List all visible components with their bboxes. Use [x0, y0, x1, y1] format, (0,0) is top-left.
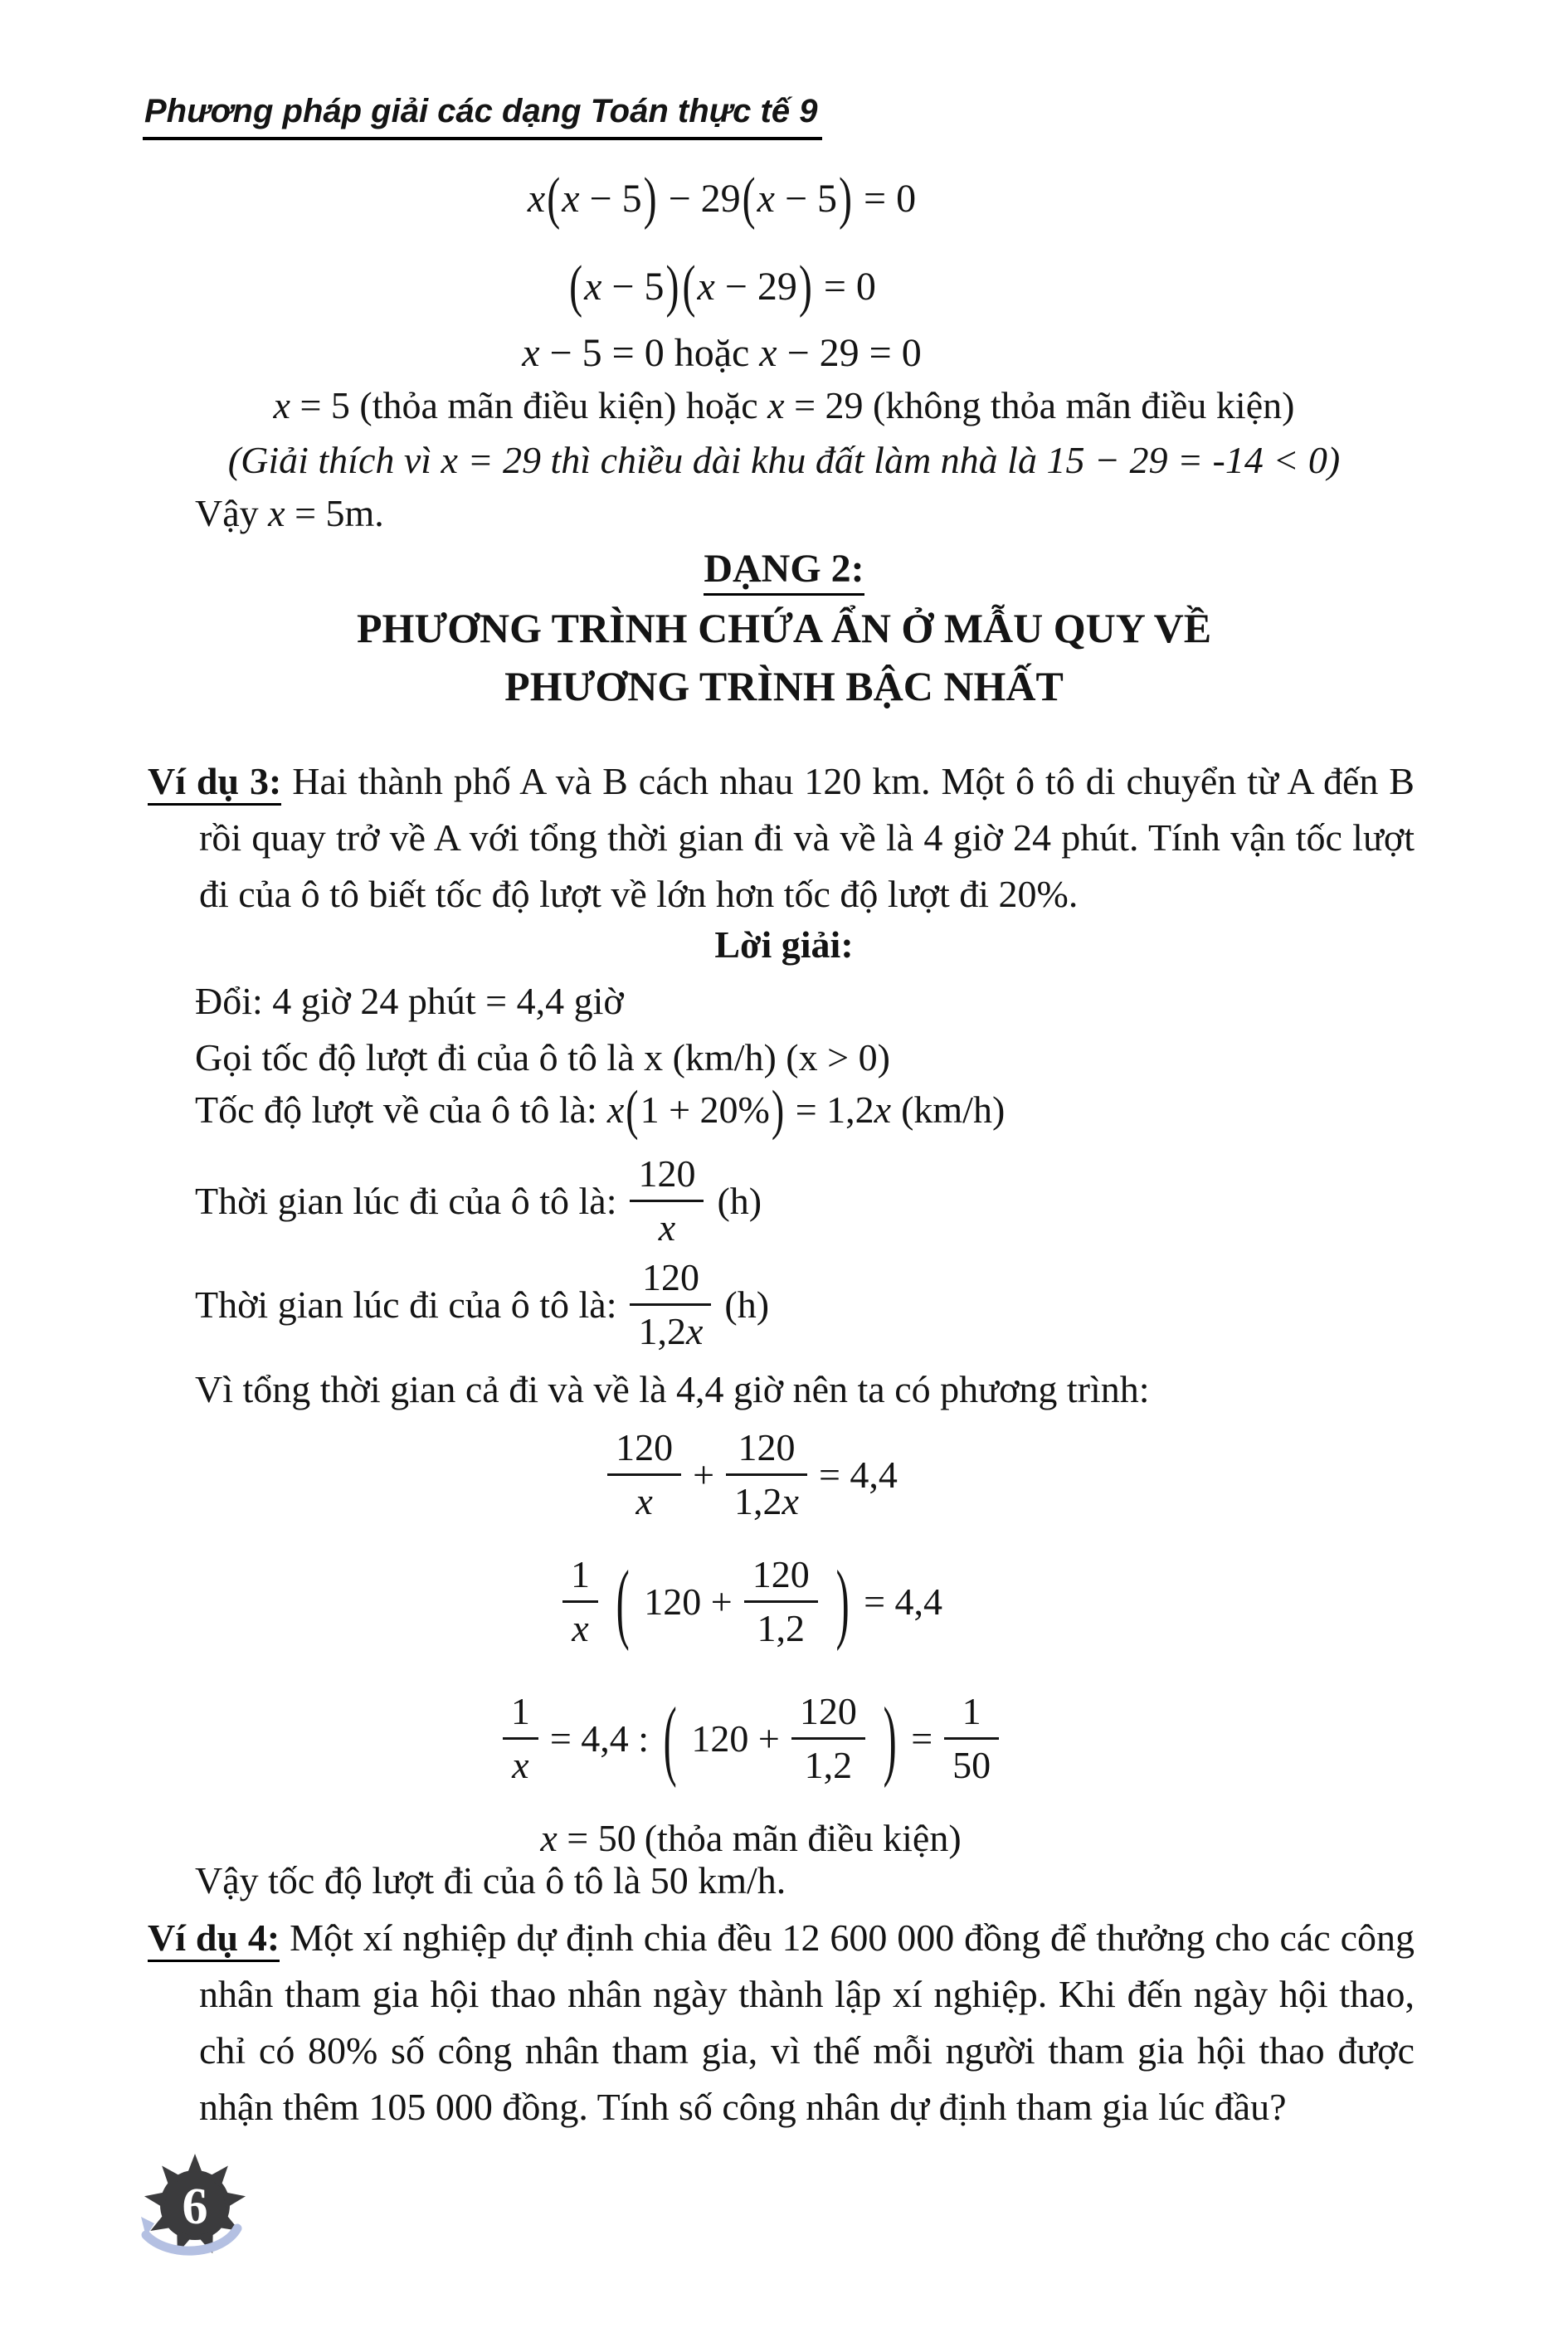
equation-result-note: (thỏa mãn điều kiện) [644, 1816, 962, 1859]
time-go-text: Thời gian lúc đi của ô tô là: [195, 1180, 617, 1222]
fraction-denominator: x [572, 1606, 589, 1649]
fraction-denominator: x [635, 1480, 653, 1522]
page-number-badge [106, 2132, 297, 2332]
equation-line-3: x − 5 = 0 hoặc x − 29 = 0 [522, 331, 922, 375]
equals-sign: = [911, 1717, 933, 1760]
example3-body: Hai thành phố A và B cách nhau 120 km. Một ô tô di chuyển từ A đến B rồi quay trở về A với tổng thời gian đi và về là 4 giờ 24 phút. Tính vận tốc lượt đi của ô tô biết tốc độ lượt về lớn hơn tốc độ lượt đi 20%. [199, 760, 1415, 915]
equation-line-2: (x − 5)(x − 29) = 0 [569, 255, 876, 319]
equation-sum [0, 1423, 1502, 1527]
example4-label: Ví dụ 4: [148, 1916, 280, 1962]
left-paren: ( [616, 1551, 630, 1651]
section-title-line2: PHƯƠNG TRÌNH BẬC NHẤT [504, 663, 1064, 709]
fraction-denominator: 50 [952, 1743, 991, 1786]
fraction-denominator: 1,2 [804, 1743, 853, 1786]
fraction-numerator: 120 [630, 1152, 704, 1202]
fraction [562, 1553, 598, 1649]
case-result-line: x = 5 (thỏa mãn điều kiện) hoặc x = 29 (không thỏa mãn điều kiện) [273, 384, 1295, 426]
page-header: Phương pháp giải các dạng Toán thực tế 9 [143, 93, 822, 140]
time-return-line [195, 1253, 769, 1356]
convert-line: Đổi: 4 giờ 24 phút = 4,4 giờ [195, 980, 624, 1022]
equation-reciprocal [0, 1676, 1502, 1800]
return-speed-line [195, 1080, 1005, 1138]
fraction-denominator: 1,2x [734, 1480, 799, 1522]
equation-factored [0, 1539, 1502, 1663]
return-speed-math: x(1 + 20%) = 1,2x [606, 1079, 892, 1140]
fraction-denominator: x [658, 1206, 676, 1249]
time-return-text: Thời gian lúc đi của ô tô là: [195, 1283, 617, 1326]
example4-paragraph [148, 1910, 1415, 2135]
equation-intro-line: Vì tổng thời gian cả đi và về là 4,4 giờ nên ta có phương trình: [195, 1368, 1150, 1410]
assign-variable-line: Gọi tốc độ lượt đi của ô tô là x (km/h) (x > 0) [195, 1036, 890, 1079]
fraction-denominator: 1,2 [757, 1606, 805, 1649]
explanation-line: (Giải thích vì x = 29 thì chiều dài khu đất làm nhà là 15 − 29 = -14 < 0) [227, 439, 1341, 481]
equation-line-1: x(x − 5) − 29(x − 5) = 0 [527, 167, 917, 231]
time-return-fraction [630, 1256, 711, 1352]
fraction-numerator: 120 [630, 1256, 711, 1306]
right-paren: ) [835, 1551, 850, 1651]
return-speed-text: Tốc độ lượt về của ô tô là: [195, 1088, 597, 1131]
equation-result: x = 50 [540, 1816, 636, 1859]
fraction-numerator: 1 [562, 1553, 598, 1603]
section-heading [0, 546, 1568, 596]
example3-label: Ví dụ 3: [148, 760, 281, 806]
fraction-numerator: 1 [944, 1690, 999, 1740]
example3-conclusion: Vậy tốc độ lượt đi của ô tô là 50 km/h. [195, 1859, 786, 1902]
equals-divide: = 4,4 : [549, 1717, 650, 1760]
fraction [607, 1426, 681, 1522]
fraction-denominator: x [512, 1743, 529, 1786]
time-return-unit: (h) [724, 1283, 770, 1326]
right-paren: ) [883, 1688, 897, 1788]
left-paren: ( [663, 1688, 677, 1788]
fraction [944, 1690, 999, 1786]
fraction [744, 1553, 818, 1649]
return-speed-unit: (km/h) [901, 1088, 1006, 1131]
gear-icon [106, 2132, 297, 2323]
page-number: 6 [182, 2179, 208, 2235]
equation-rhs: = 4,4 [864, 1580, 943, 1623]
equation-rhs: = 4,4 [818, 1454, 898, 1496]
inner-term: 120 + [644, 1580, 733, 1623]
fraction-numerator: 120 [726, 1426, 807, 1476]
fraction [726, 1426, 807, 1522]
fraction [503, 1690, 538, 1786]
solution-heading: Lời giải: [714, 923, 854, 966]
time-go-unit: (h) [717, 1180, 762, 1222]
fraction-denominator: 1,2x [638, 1310, 704, 1352]
section-label: DẠNG 2: [704, 546, 864, 596]
example3-paragraph [148, 753, 1415, 923]
fraction-numerator: 120 [744, 1553, 818, 1603]
example4-body: Một xí nghiệp dự định chia đều 12 600 000 đồng để thưởng cho các công nhân tham gia hội thao nhân ngày thành lập xí nghiệp. Khi đến ngày hội thao, chỉ có 80% số công nhân tham gia, vì thế mỗi người tham gia hội thao được nhận thêm 105 000 đồng. Tính số công nhân dự định tham gia lúc đầu? [199, 1916, 1415, 2128]
fraction-numerator: 1 [503, 1690, 538, 1740]
inner-term: 120 + [691, 1717, 780, 1760]
time-go-fraction [630, 1152, 704, 1249]
conclusion-x-equals-5: Vậy x = 5m. [195, 492, 384, 534]
plus-operator: + [693, 1454, 715, 1496]
fraction-numerator: 120 [607, 1426, 681, 1476]
time-go-line [195, 1149, 762, 1253]
fraction [791, 1690, 865, 1786]
fraction-numerator: 120 [791, 1690, 865, 1740]
section-title-line1: PHƯƠNG TRÌNH CHỨA ẨN Ở MẪU QUY VỀ [356, 605, 1212, 651]
